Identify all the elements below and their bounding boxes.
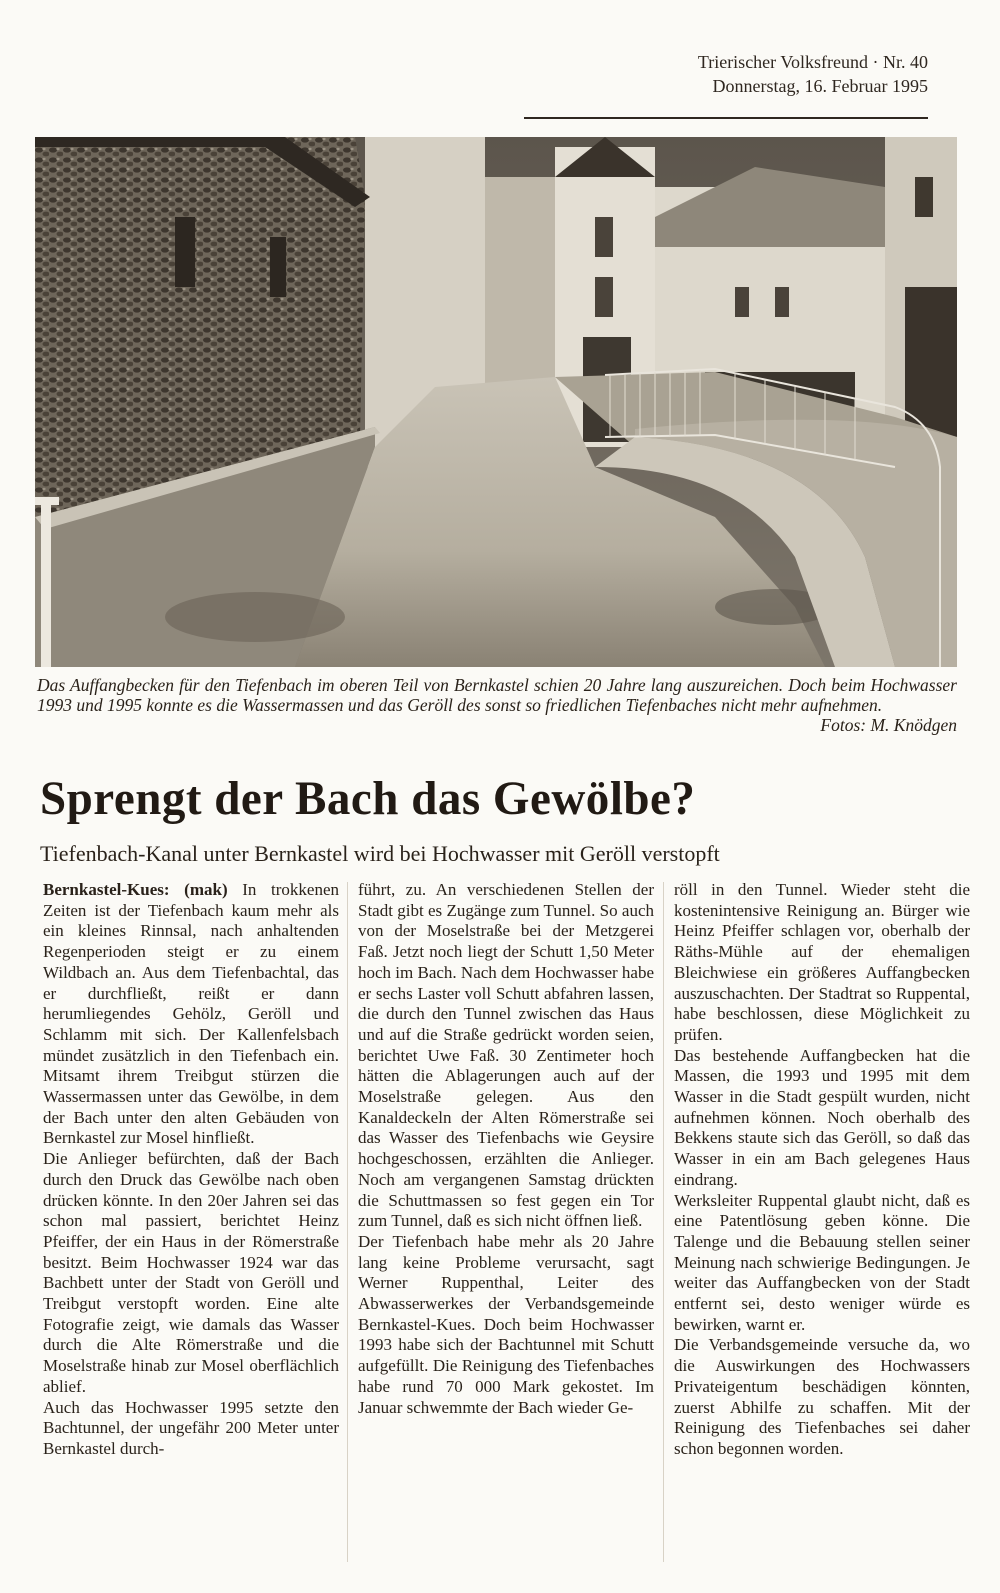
- article-column-1: [43, 880, 339, 1460]
- paragraph: Die Verbandsgemeinde versuche da, wo die Auswirkungen des Hochwassers Privateigentum beschädigen könnten, zuerst Abhilfe zu schaffen. Mit der Reinigung des Tiefenbaches sei daher schon begonnen worden.: [674, 1335, 970, 1458]
- paragraph-text: In trokkenen Zeiten ist der Tiefenbach kaum mehr als ein kleines Rinnsal, nach anhaltenden Regenperioden steigt er zu einem Wildbach an. Aus dem Tiefenbachtal, das er durchfließt, reißt er dann herumliegendes Gehölz, Geröll und Schlamm mit sich. Der Kallenfelsbach mündet zusätzlich in den Tiefenbach ein. Mitsamt ihrem Treibgut stürzen die Wassermassen unter das Gewölbe, in dem der Bach unter den alten Gebäuden von Bernkastel zur Mosel hinfließt.: [43, 880, 339, 1148]
- photo-bachbett-illustration: [35, 137, 957, 667]
- paragraph: Das bestehende Auffangbecken hat die Massen, die 1993 und 1995 mit dem Wasser in die Stadt gespült wurden, nicht aufnehmen können. Noch oberhalb des Bekkens staute sich das Geröll, so daß das Wasser in ein am Bach gelegenes Haus eindrang.: [674, 1045, 970, 1189]
- newspaper-name: Trierischer Volksfreund · Nr. 40: [697, 52, 928, 72]
- column-divider: [347, 882, 348, 1562]
- subheadline: Tiefenbach-Kanal unter Bernkastel wird bei Hochwasser mit Geröll verstopft: [40, 841, 720, 866]
- dateline: Bernkastel-Kues: (mak): [43, 880, 228, 899]
- masthead-rule: [524, 117, 928, 119]
- paragraph: [43, 880, 339, 1149]
- photo-credit: Fotos: M. Knödgen: [820, 715, 957, 735]
- paragraph: Der Tiefenbach habe mehr als 20 Jahre lang keine Probleme verursacht, sagt Werner Ruppenthal, Leiter des Abwasserwerkes der Verbandsgemeinde Bernkastel-Kues. Doch beim Hochwasser 1993 habe sich der Bachtunnel mit Schutt aufgefüllt. Die Reinigung des Tiefenbaches habe rund 70 000 Mark gekostet. Im Januar schwemmte der Bach wieder Ge-: [358, 1231, 654, 1417]
- issue-date: Donnerstag, 16. Februar 1995: [712, 76, 928, 96]
- headline: Sprengt der Bach das Gewölbe?: [40, 772, 696, 825]
- article-column-3: [674, 880, 970, 1460]
- paragraph: röll in den Tunnel. Wieder steht die kostenintensive Reinigung an. Bürger wie Heinz Pfeiffer schlagen vor, oberhalb der Räths-Mühle auf der ehemaligen Bleichwiese ein größeres Auffangbecken auszuschachten. Der Stadtrat so Ruppental, habe beschlossen, diese Möglichkeit zu prüfen.: [674, 880, 970, 1044]
- photo-caption: [37, 675, 957, 735]
- paragraph: Auch das Hochwasser 1995 setzte den Bachtunnel, der ungefähr 200 Meter unter Bernkastel durch-: [43, 1397, 339, 1458]
- paragraph: Werksleiter Ruppental glaubt nicht, daß es eine Patentlösung geben könne. Die Talenge und die Bebauung stellen seiner Meinung nach schwierige Bedingungen. Je weiter das Auffangbecken von der Stadt entfernt sei, desto weniger würde es bewirken, warnt er.: [674, 1190, 970, 1334]
- article-photo: [35, 137, 957, 667]
- paragraph: Die Anlieger befürchten, daß der Bach durch den Druck das Gewölbe nach oben drücken könnte. In den 20er Jahren sei das schon mal passiert, berichtet Heinz Pfeiffer, der ein Haus in der Römerstraße besitzt. Beim Hochwasser 1924 war das Bachbett unter der Stadt von Geröll und Treibgut verstopft worden. Eine alte Fotografie zeigt, wie damals das Wasser durch die Alte Römerstraße und die Moselstraße hinab zur Mosel oberflächlich ablief.: [43, 1149, 339, 1396]
- column-divider: [663, 882, 664, 1562]
- caption-text: Das Auffangbecken für den Tiefenbach im oberen Teil von Bernkastel schien 20 Jahre lang auszureichen. Doch beim Hochwasser 1993 und 1995 konnte es die Wassermassen und das Geröll des sonst so friedlichen Tiefenbaches nicht mehr aufnehmen.: [37, 675, 957, 715]
- paragraph: führt, zu. An verschiedenen Stellen der Stadt gibt es Zugänge zum Tunnel. So auch von der Moselstraße bei der Metzgerei Faß. Jetzt noch liegt der Schutt 1,50 Meter hoch im Bach. Nach dem Hochwasser habe er sechs Laster voll Schutt abfahren lassen, die durch den Tunnel zwischen das Haus und auf die Straße gedrückt worden seien, berichtet Uwe Faß. 30 Zentimeter hoch hätten die Ablagerungen auch auf der Moselstraße gelegen. Aus den Kanaldeckeln der Alten Römerstraße sei das Wasser des Tiefenbachs wie Geysire hochgeschossen, erzählten die Anlieger. Noch am vergangenen Samstag drückten die Schuttmassen so fest gegen ein Tor zum Tunnel, daß es sich nicht öffnen ließ.: [358, 880, 654, 1231]
- masthead: [560, 50, 928, 98]
- article-column-2: [358, 880, 654, 1418]
